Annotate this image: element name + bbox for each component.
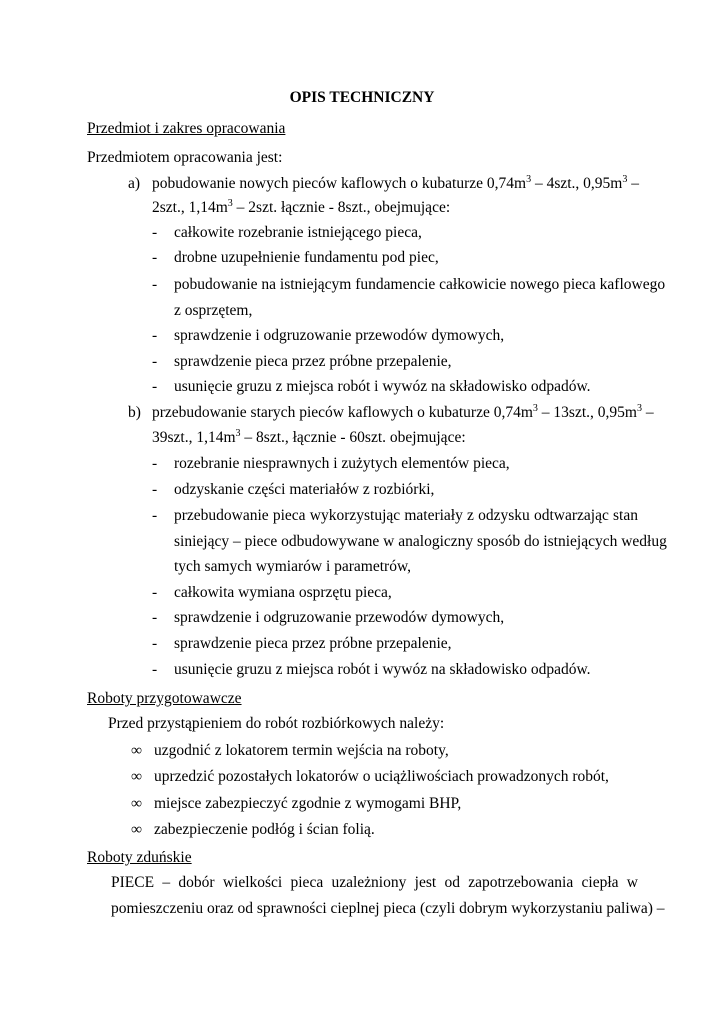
list-item: miejsce zabezpieczyć zgodnie z wymogami BHP, xyxy=(154,795,462,812)
list-item-continuation: tych samych wymiarów i parametrów, xyxy=(174,558,412,575)
item-a-text4: 2szt., 1,14m xyxy=(152,199,228,216)
item-a-text1: pobudowanie nowych pieców kaflowych o kubaturze 0,74m xyxy=(152,175,527,192)
item-b-text3: – xyxy=(641,404,654,421)
list-item: całkowita wymiana osprzętu pieca, xyxy=(174,584,392,601)
item-a-line1 xyxy=(152,174,638,194)
section-heading-zdunskie: Roboty zduńskie xyxy=(87,849,192,866)
section-heading-przedmiot: Przedmiot i zakres opracowania xyxy=(87,120,286,137)
list-item: sprawdzenie i odgruzowanie przewodów dymowych, xyxy=(174,327,505,344)
list-item-continuation: z osprzętem, xyxy=(174,302,253,319)
list-item: uzgodnić z lokatorem termin wejścia na roboty, xyxy=(154,742,449,759)
dash-bullet: - xyxy=(152,327,158,344)
list-item: całkowite rozebranie istniejącego pieca, xyxy=(174,224,422,241)
item-b-text5: – 8szt., łącznie - 60szt. obejmujące: xyxy=(240,429,466,446)
dash-bullet: - xyxy=(152,481,158,498)
item-b-text4: 39szt., 1,14m xyxy=(152,429,236,446)
item-b-line1 xyxy=(152,403,654,423)
list-item: przebudowanie pieca wykorzystując materiały z odzysku odtwarzając stan xyxy=(174,507,638,524)
list-item: zabezpieczenie podłóg i ścian folią. xyxy=(154,821,375,838)
list-item-continuation: siniejący – piece odbudowywane w analogiczny sposób do istniejących według xyxy=(174,533,667,550)
list-item: usunięcie gruzu z miejsca robót i wywóz na składowisko odpadów. xyxy=(174,661,591,678)
superscript: 3 xyxy=(532,403,538,414)
superscript: 3 xyxy=(636,403,642,414)
list-item: rozebranie niesprawnych i zużytych elementów pieca, xyxy=(174,455,510,472)
superscript: 3 xyxy=(526,174,532,185)
list-marker-a: a) xyxy=(128,175,141,192)
infinity-bullet-icon: ∞ xyxy=(131,795,143,812)
dash-bullet: - xyxy=(152,378,158,395)
item-b-line2 xyxy=(152,428,466,448)
paragraph-line: pomieszczeniu oraz od sprawności cieplnej pieca (czyli dobrym wykorzystaniu paliwa) – xyxy=(111,900,665,917)
item-a-text5: – 2szt. łącznie - 8szt., obejmujące: xyxy=(232,199,451,216)
page-title: OPIS TECHNICZNY xyxy=(289,89,435,106)
superscript: 3 xyxy=(235,428,241,439)
list-marker-b: b) xyxy=(128,404,141,421)
infinity-bullet-icon: ∞ xyxy=(131,742,143,759)
dash-bullet: - xyxy=(152,353,158,370)
list-item: sprawdzenie i odgruzowanie przewodów dymowych, xyxy=(174,609,505,626)
section2-intro: Przed przystąpieniem do robót rozbiórkowych należy: xyxy=(108,715,445,732)
section1-intro: Przedmiotem opracowania jest: xyxy=(87,149,283,166)
dash-bullet: - xyxy=(152,249,158,266)
list-item: uprzedzić pozostałych lokatorów o uciążliwościach prowadzonych robót, xyxy=(154,768,609,785)
dash-bullet: - xyxy=(152,635,158,652)
list-item: drobne uzupełnienie fundamentu pod piec, xyxy=(174,249,439,266)
item-b-text1: przebudowanie starych pieców kaflowych o kubaturze 0,74m xyxy=(152,404,533,421)
superscript: 3 xyxy=(622,174,628,185)
dash-bullet: - xyxy=(152,661,158,678)
infinity-bullet-icon: ∞ xyxy=(131,768,143,785)
infinity-bullet-icon: ∞ xyxy=(131,821,143,838)
dash-bullet: - xyxy=(152,609,158,626)
item-a-line2 xyxy=(152,198,450,218)
dash-bullet: - xyxy=(152,507,158,524)
list-item: usunięcie gruzu z miejsca robót i wywóz na składowisko odpadów. xyxy=(174,378,591,395)
dash-bullet: - xyxy=(152,276,158,293)
superscript: 3 xyxy=(227,198,233,209)
dash-bullet: - xyxy=(152,584,158,601)
paragraph-line: PIECE – dobór wielkości pieca uzależniony jest od zapotrzebowania ciepła w xyxy=(111,874,638,891)
dash-bullet: - xyxy=(152,455,158,472)
dash-bullet: - xyxy=(152,224,158,241)
section-heading-przygotowawcze: Roboty przygotowawcze xyxy=(87,690,242,707)
list-item: sprawdzenie pieca przez próbne przepalenie, xyxy=(174,635,452,652)
item-b-text2: – 13szt., 0,95m xyxy=(537,404,637,421)
item-a-text2: – 4szt., 0,95m xyxy=(531,175,623,192)
list-item: odzyskanie części materiałów z rozbiórki, xyxy=(174,481,435,498)
item-a-text3: – xyxy=(627,175,639,192)
list-item: sprawdzenie pieca przez próbne przepalenie, xyxy=(174,353,452,370)
list-item: pobudowanie na istniejącym fundamencie całkowicie nowego pieca kaflowego xyxy=(174,276,666,293)
